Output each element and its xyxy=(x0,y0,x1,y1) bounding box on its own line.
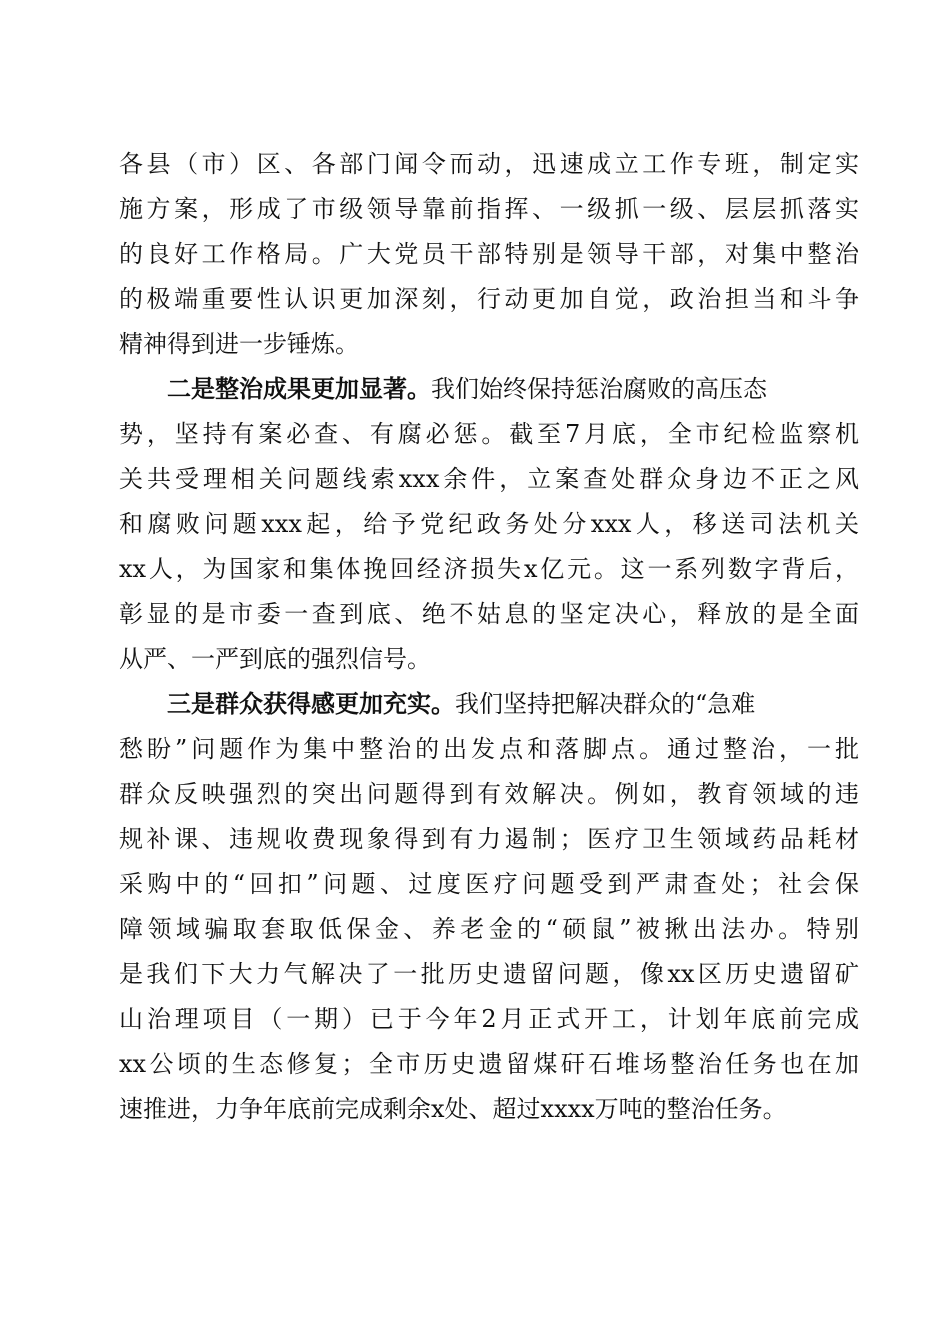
text-line: 的极端重要性认识更加深刻，行动更加自觉，政治担当和斗争 xyxy=(119,285,859,313)
text-line: 愁盼”问题作为集中整治的出发点和落脚点。通过整治，一批 xyxy=(119,735,859,763)
text-line: 速推进，力争年底前完成剩余x处、超过xxxx万吨的整治任务。 xyxy=(119,1095,787,1123)
text-line: 采购中的“回扣”问题、过度医疗问题受到严肃查处；社会保 xyxy=(119,870,859,898)
paragraph-3 xyxy=(119,682,859,1132)
text-line: 山治理项目（一期）已于今年2月正式开工，计划年底前完成 xyxy=(119,1005,859,1033)
text-line: 彰显的是市委一查到底、绝不姑息的坚定决心，释放的是全面 xyxy=(119,600,859,628)
text-line: 施方案，形成了市级领导靠前指挥、一级抓一级、层层抓落实 xyxy=(119,195,859,223)
text-line xyxy=(119,682,859,727)
paragraph-lead-heading: 三是群众获得感更加充实。 xyxy=(167,690,455,718)
text-line: xx人，为国家和集体挽回经济损失x亿元。这一系列数字背后， xyxy=(119,555,859,583)
text-line: 的良好工作格局。广大党员干部特别是领导干部，对集中整治 xyxy=(119,240,859,268)
text-line: 是我们下大力气解决了一批历史遗留问题，像xx区历史遗留矿 xyxy=(119,960,859,988)
text-line-rest: 我们始终保持惩治腐败的高压态 xyxy=(431,375,767,403)
paragraph-lead-heading: 二是整治成果更加显著。 xyxy=(167,375,431,403)
text-line: 势，坚持有案必查、有腐必惩。截至7月底，全市纪检监察机 xyxy=(119,420,859,448)
text-line: 障领域骗取套取低保金、养老金的“硕鼠”被揪出法办。特别 xyxy=(119,915,859,943)
text-line: 和腐败问题xxx起，给予党纪政务处分xxx人，移送司法机关 xyxy=(119,510,859,538)
paragraph-1 xyxy=(119,142,859,367)
document-body xyxy=(119,142,859,1132)
text-line: 规补课、违规收费现象得到有力遏制；医疗卫生领域药品耗材 xyxy=(119,825,859,853)
paragraph-2 xyxy=(119,367,859,682)
text-line xyxy=(119,367,859,412)
text-line: 各县（市）区、各部门闻令而动，迅速成立工作专班，制定实 xyxy=(119,150,859,178)
text-line: 群众反映强烈的突出问题得到有效解决。例如，教育领域的违 xyxy=(119,780,859,808)
text-line: 从严、一严到底的强烈信号。 xyxy=(119,645,431,673)
text-line: 关共受理相关问题线索xxx余件，立案查处群众身边不正之风 xyxy=(119,465,859,493)
text-line: xx公顷的生态修复；全市历史遗留煤矸石堆场整治任务也在加 xyxy=(119,1050,859,1078)
text-line: 精神得到进一步锤炼。 xyxy=(119,330,359,358)
text-line-rest: 我们坚持把解决群众的“急难 xyxy=(455,690,756,718)
